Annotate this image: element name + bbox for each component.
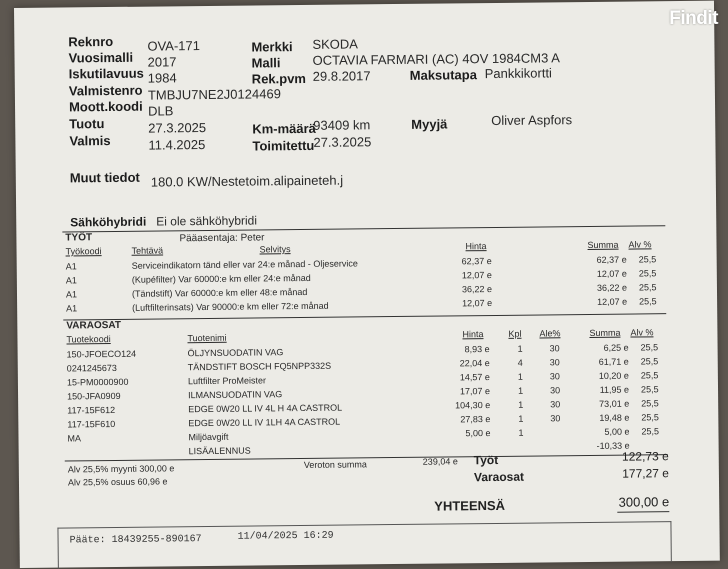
row-code: A1 <box>66 303 78 314</box>
row-vat: 25,5 <box>638 282 657 293</box>
paate-id: Pääte: 18439255-890167 <box>69 534 202 547</box>
row-price: 27,83 e <box>460 414 491 425</box>
row-price: 8,93 e <box>464 344 490 355</box>
tyot-header-task: Tehtävä <box>131 245 164 256</box>
row-vat: 25,5 <box>638 268 657 279</box>
tyot-header-sum: Summa <box>587 239 619 251</box>
row-code: 150-JFA0909 <box>67 390 121 402</box>
varaosat-top-rule <box>63 313 666 320</box>
row-desc: (Tändstift) Var 60000:e km eller 48:e månad <box>131 286 308 299</box>
veroton-value: 239,04 e <box>422 456 458 467</box>
row-disc: 30 <box>549 385 561 396</box>
yhteensa-label: YHTEENSÄ <box>434 497 506 514</box>
maksutapa-label: Maksutapa <box>409 67 478 83</box>
row-price: 12,07 e <box>462 298 493 309</box>
row-price: 17,07 e <box>459 386 491 397</box>
tyot-header-desc: Selvitys <box>259 244 291 255</box>
hybrid-label: Sähköhybridi <box>70 214 147 230</box>
iskutilavuus-label: Iskutilavuus <box>68 65 144 82</box>
row-price: 14,57 e <box>459 372 490 383</box>
merkki-value: SKODA <box>312 36 358 52</box>
row-price: 62,37 e <box>461 256 492 267</box>
row-price: 12,07 e <box>461 270 492 281</box>
row-sum: 62,37 e <box>596 254 627 265</box>
row-sum: 10,20 e <box>598 370 629 381</box>
row-price <box>439 442 491 443</box>
row-qty: 1 <box>517 343 523 354</box>
varaosat-header-disc: Ale% <box>539 328 561 339</box>
row-name: EDGE 0W20 LL IV 1LH 4A CASTROL <box>188 416 341 429</box>
veroton-label: Veroton summa <box>303 459 367 470</box>
row-price: 22,04 e <box>459 358 490 369</box>
row-sum: 36,22 e <box>596 282 628 293</box>
findit-watermark: Findit <box>669 8 718 29</box>
valmistenro-label: Valmistenro <box>68 82 143 99</box>
alv-osuus: Alv 25,5% osuus 60,96 e <box>67 476 168 488</box>
row-disc: 30 <box>549 343 560 354</box>
tuotu-label: Tuotu <box>69 116 105 132</box>
row-qty: 4 <box>517 357 523 368</box>
valmis-value: 11.4.2025 <box>148 137 206 153</box>
row-code: A1 <box>65 275 77 286</box>
row-vat: 25,5 <box>640 384 659 395</box>
row-code: 15-PM0000900 <box>66 376 129 388</box>
row-vat: 25,5 <box>639 296 657 307</box>
row-sum: 19,48 e <box>599 412 630 423</box>
row-name: Luftfilter ProMeister <box>187 375 266 387</box>
tyot-top-rule <box>62 225 665 232</box>
row-code: 150-JFOECO124 <box>66 348 137 360</box>
kmmaara-value: 93409 km <box>313 117 371 133</box>
row-vat: 25,5 <box>641 426 660 437</box>
malli-value: OCTAVIA FARMARI (AC) 4OV 1984CM3 A <box>312 50 560 68</box>
tuotu-value: 27.3.2025 <box>148 119 207 136</box>
row-price: 5,00 e <box>465 428 491 439</box>
row-disc: 30 <box>550 413 561 424</box>
row-name: ILMANSUODATIN VAG <box>188 389 283 401</box>
tyot-header-code: Työkoodi <box>65 246 102 257</box>
row-price: 36,22 e <box>461 284 493 295</box>
maksutapa-value: Pankkikortti <box>484 65 552 82</box>
row-sum: 73,01 e <box>599 398 630 409</box>
tyot-total-value: 122,73 e <box>621 449 669 464</box>
tyot-title: TYÖT <box>65 232 93 244</box>
varaosat-header-price: Hinta <box>462 329 484 340</box>
vuosimalli-value: 2017 <box>147 54 177 70</box>
moottkoodi-value: DLB <box>148 103 174 119</box>
vuosimalli-label: Vuosimalli <box>68 49 134 66</box>
row-desc: Serviceindikatorn tänd eller var 24:e månad - Oljeservice <box>131 258 358 271</box>
muut-label: Muut tiedot <box>69 169 140 186</box>
reknro-value: OVA-171 <box>147 38 200 54</box>
yhteensa-underline <box>617 511 669 513</box>
valmis-label: Valmis <box>69 132 111 149</box>
invoice-paper <box>14 1 720 568</box>
row-code: MA <box>67 433 82 444</box>
tyot-header-vat: Alv % <box>628 239 652 250</box>
varaosat-total-value: 177,27 e <box>622 466 669 481</box>
rekpvm-label: Rek.pvm <box>251 70 307 87</box>
varaosat-header-name: Tuotenimi <box>187 332 227 344</box>
row-sum: 12,07 e <box>596 268 627 279</box>
row-name: Miljöavgift <box>188 431 229 443</box>
row-desc: (Luftfilterinsats) Var 90000:e km eller 72:e månad <box>132 300 329 313</box>
row-price: 104,30 e <box>455 400 491 411</box>
rekpvm-value: 29.8.2017 <box>312 68 371 84</box>
row-vat: 25,5 <box>638 254 657 265</box>
paaasentaja: Pääasentaja: Peter <box>179 232 265 245</box>
varaosat-total-label: Varaosat <box>473 469 525 485</box>
row-name: TÄNDSTIFT BOSCH FQ5NPP332S <box>187 360 332 373</box>
alv-myynti: Alv 25,5% myynti 300,00 e <box>67 463 175 475</box>
varaosat-title: VARAOSAT <box>66 319 122 332</box>
varaosat-header-qty: Kpl <box>508 328 522 339</box>
row-code: 117-15F610 <box>67 418 116 430</box>
row-disc: 30 <box>549 371 560 382</box>
row-desc: (Kupéfilter) Var 60000:e km eller 24:e månad <box>131 272 311 285</box>
malli-label: Malli <box>251 55 281 71</box>
myyja-value: Oliver Aspfors <box>491 112 573 129</box>
row-code: A1 <box>65 261 77 272</box>
merkki-label: Merkki <box>251 39 293 55</box>
row-qty: 1 <box>518 427 524 438</box>
hybrid-value: Ei ole sähköhybridi <box>156 213 258 229</box>
toimitettu-value: 27.3.2025 <box>313 134 372 150</box>
valmistenro-value: TMBJU7NE2J0124469 <box>147 86 281 103</box>
row-sum: 5,00 e <box>604 426 630 437</box>
row-code: A1 <box>65 289 78 300</box>
yhteensa-value: 300,00 e <box>618 494 670 510</box>
row-name: EDGE 0W20 LL IV 4L H 4A CASTROL <box>188 402 343 415</box>
row-name: ÖLJYNSUODATIN VAG <box>187 347 284 359</box>
reknro-label: Reknro <box>68 33 114 50</box>
varaosat-header-vat: Alv % <box>630 327 654 338</box>
varaosat-header-code: Tuotekoodi <box>66 334 111 345</box>
row-vat: 25,5 <box>641 398 659 409</box>
tyot-total-label: Työt <box>473 452 499 468</box>
row-code: 0241245673 <box>66 362 117 374</box>
row-disc: 30 <box>550 399 561 410</box>
row-qty: 1 <box>517 385 524 396</box>
receipt-datetime: 11/04/2025 16:29 <box>237 530 334 543</box>
row-qty: 1 <box>518 413 524 424</box>
varaosat-header-sum: Summa <box>589 327 621 338</box>
row-qty: 1 <box>517 371 523 382</box>
muut-value: 180.0 KW/Nestetoim.alipaineteh.j <box>150 172 344 190</box>
row-sum: 61,71 e <box>598 356 629 367</box>
row-sum: 6,25 e <box>603 342 629 353</box>
row-sum: 12,07 e <box>597 296 628 307</box>
row-vat: 25,5 <box>640 342 659 353</box>
moottkoodi-label: Moott.koodi <box>68 98 143 115</box>
row-disc: 30 <box>549 357 560 368</box>
row-vat: 25,5 <box>640 356 659 367</box>
row-name: LISÄALENNUS <box>188 445 251 457</box>
row-sum: -10,33 e <box>596 440 630 451</box>
myyja-label: Myyjä <box>411 116 448 132</box>
tyot-header-price: Hinta <box>465 241 487 252</box>
kmmaara-label: Km-määrä <box>252 120 316 137</box>
toimitettu-label: Toimitettu <box>252 137 315 154</box>
row-vat: 25,5 <box>641 412 659 423</box>
row-sum: 11,95 e <box>599 384 630 395</box>
row-code: 117-15F612 <box>67 404 116 416</box>
row-vat: 25,5 <box>640 370 659 381</box>
row-qty: 1 <box>518 399 524 410</box>
iskutilavuus-value: 1984 <box>147 70 177 86</box>
